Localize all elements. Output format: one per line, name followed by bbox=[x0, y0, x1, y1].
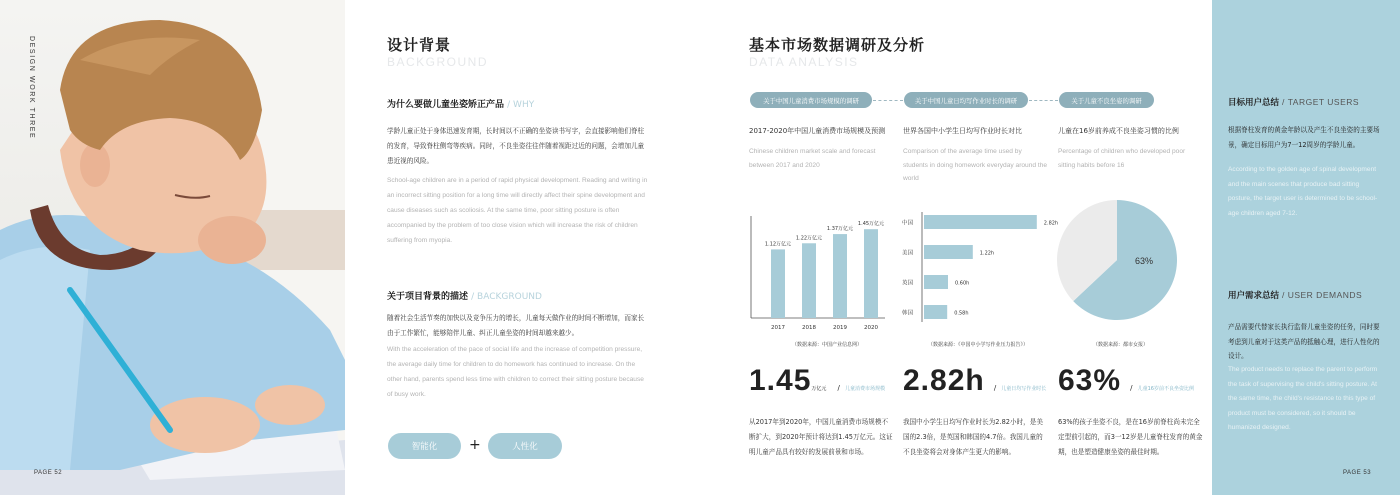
plus-sign: + bbox=[469, 437, 481, 453]
col2-big-number: 2.82h bbox=[903, 364, 985, 397]
col2-stat: 2.82h / 儿童日均写作业时长 bbox=[903, 364, 1047, 397]
step-sitting-posture: 关于儿童不良坐姿的调研 bbox=[1059, 92, 1154, 108]
summary-panel bbox=[1212, 0, 1400, 495]
chart1-tick-label: 2020 bbox=[864, 325, 878, 331]
about-heading-en: / BACKGROUND bbox=[471, 292, 542, 302]
chart1-bar bbox=[802, 243, 816, 318]
chart2-data-label: 0.58h bbox=[954, 310, 969, 317]
user-demands-en: The product needs to replace the parent to perform the task of supervising the child's sitting posture. At the same time, the child's resistance to this type of product must be considered, so it should be humanized designed. bbox=[1228, 366, 1378, 431]
col1-big-number: 1.45 bbox=[749, 364, 812, 397]
page-number-left: PAGE 52 bbox=[34, 470, 63, 476]
why-heading-en: / WHY bbox=[507, 100, 535, 110]
why-heading-cn: 为什么要做儿童坐姿矫正产品 bbox=[387, 100, 505, 110]
chart1-tick-label: 2017 bbox=[771, 325, 785, 331]
photo-panel bbox=[0, 0, 345, 495]
about-paragraph-cn: 随着社会生活节奏的加快以及竞争压力的增长，儿童每天做作业的时间不断增加，而家长由于工作繁忙，能够陪伴儿童、纠正儿童坐姿的时间却越来越少。 bbox=[387, 314, 645, 337]
user-demands-cn: 产品需要代替家长执行监督儿童坐姿的任务，同时要考虑到儿童对于这类产品的抵触心理，进行人性化的设计。 bbox=[1228, 323, 1380, 360]
vertical-title: DESIGN WORK THREE bbox=[28, 36, 35, 140]
col1-stat: 1.45万亿元 / 儿童消费市场规模 bbox=[749, 364, 885, 397]
why-paragraph-en: School-age children are in a period of rapid physical development. Reading and writing in an incorrect sitting position for a long time will directly affect their spine development and cause diseases such as scoliosis. At the same time, poor sitting posture is often accompanied by the problem of too close vision which will increase the risk of children suffering from myopia. bbox=[387, 177, 648, 244]
chart2-tick-label: 中国 bbox=[902, 220, 914, 227]
pill-intelligent: 智能化 bbox=[388, 433, 461, 459]
pill-humanized: 人性化 bbox=[488, 433, 562, 459]
chart2-tick-label: 美国 bbox=[902, 250, 914, 257]
chart1-bar bbox=[771, 249, 785, 318]
target-users-heading-en: / TARGET USERS bbox=[1281, 97, 1360, 107]
chart2-tick-label: 韩国 bbox=[902, 310, 914, 317]
col2-en: Comparison of the average time used by students in doing homework everyday around the world bbox=[903, 148, 1048, 182]
market-scale-bar-chart bbox=[745, 210, 890, 335]
user-demands-heading-en: / USER DEMANDS bbox=[1281, 290, 1363, 300]
col1-footnote: 从2017年到2020年，中国儿童消费市场规模不断扩大，到2020年预计将达到1.45万亿元。这证明儿童产品具有较好的发展前景和市场。 bbox=[749, 418, 893, 456]
chart1-bar bbox=[864, 229, 878, 318]
col3-source: （数据来源：都市女报） bbox=[1093, 342, 1149, 348]
col2-tag: 儿童日均写作业时长 bbox=[1001, 386, 1047, 392]
step-market-scale: 关于中国儿童消费市场规模的调研 bbox=[750, 92, 872, 108]
col3-stat: 63% / 儿童16岁前不良坐姿比例 bbox=[1058, 364, 1194, 397]
chart2-tick-label: 英国 bbox=[902, 280, 914, 287]
target-users-heading bbox=[1228, 96, 1359, 108]
about-heading-cn: 关于项目背景的描述 bbox=[387, 292, 469, 302]
col3-title: 儿童在16岁前养成不良坐姿习惯的比例 bbox=[1058, 127, 1179, 135]
chart2-bar bbox=[924, 305, 947, 319]
homework-time-bar-chart bbox=[898, 210, 1058, 325]
user-demands-heading-cn: 用户需求总结 bbox=[1228, 291, 1280, 301]
chart1-data-label: 1.45万亿元 bbox=[857, 221, 885, 228]
col1-unit: 万亿元 bbox=[811, 386, 827, 392]
chart2-data-label: 0.60h bbox=[955, 280, 970, 287]
target-users-heading-cn: 目标用户总结 bbox=[1228, 98, 1280, 108]
step-connector-2 bbox=[1029, 100, 1058, 101]
target-users-en: According to the golden age of spinal development and the main scenes that produce bad sitting posture, the target user is determined to be school-age children aged 7-12. bbox=[1228, 166, 1378, 217]
chart3-data-label: 63% bbox=[1134, 256, 1154, 266]
chart2-data-label: 2.82h bbox=[1043, 220, 1058, 227]
col2-title: 世界各国中小学生日均写作业时长对比 bbox=[903, 127, 1022, 135]
analysis-title: 基本市场数据调研及分析 bbox=[749, 36, 926, 54]
chart1-data-label: 1.12万亿元 bbox=[764, 241, 792, 248]
step-connector-1 bbox=[873, 100, 903, 101]
why-paragraph-cn: 学龄儿童正处于身体迅速发育期，长时间以不正确的坐姿读书写字，会直接影响他们脊柱的发育，导致脊柱侧弯等疾病。同时，不良坐姿往往伴随着视距过近的问题，会增加儿童患近视的风险。 bbox=[387, 127, 645, 165]
chart1-data-label: 1.22万亿元 bbox=[795, 235, 823, 242]
chart2-bar bbox=[924, 275, 948, 289]
child-writing-photo bbox=[0, 0, 345, 495]
chart1-bar bbox=[833, 234, 847, 318]
chart1-data-label: 1.37万亿元 bbox=[826, 226, 854, 233]
chart2-data-label: 1.22h bbox=[979, 250, 995, 257]
chart1-tick-label: 2018 bbox=[802, 325, 816, 331]
about-heading bbox=[387, 289, 542, 302]
chart2-bar bbox=[924, 215, 1037, 229]
step-homework-time: 关于中国儿童日均写作业时长的调研 bbox=[904, 92, 1028, 108]
col1-source: （数据来源：中国产业信息网） bbox=[792, 342, 863, 348]
about-paragraph-en: With the acceleration of the pace of social life and the increase of competition pressure, the average daily time for children to do homework has continued to increase. On the other hand, parents spend less time with children to correct their sitting posture because of busy work. bbox=[387, 346, 644, 398]
col3-footnote: 63%的孩子坐姿不良，是在16岁前脊柱尚未完全定型前引起的，而3一12岁是儿童脊柱发育的黄金期，也是塑造健康坐姿的最佳时期。 bbox=[1058, 418, 1203, 456]
why-heading bbox=[387, 97, 534, 110]
analysis-subtitle: DATA ANALYSIS bbox=[749, 55, 859, 69]
col1-title: 2017-2020年中国儿童消费市场规模及预测 bbox=[749, 127, 886, 135]
col3-en: Percentage of children who developed poor sitting habits before 16 bbox=[1058, 148, 1186, 169]
sitting-posture-pie-chart bbox=[1055, 198, 1180, 323]
col3-big-number: 63% bbox=[1058, 364, 1122, 397]
user-demands-heading bbox=[1228, 289, 1362, 301]
background-title: 设计背景 bbox=[387, 36, 452, 54]
target-users-cn: 根据脊柱发育的黄金年龄以及产生不良坐姿的主要场景，确定目标用户为7一12周岁的学龄儿童。 bbox=[1228, 126, 1380, 149]
col2-source: （数据来源：《中国中小学写作业压力报告》） bbox=[928, 342, 1029, 348]
page-number-right: PAGE 53 bbox=[1343, 470, 1372, 476]
col2-footnote: 我国中小学生日均写作业时长为2.82小时，是美国的2.3倍，是英国和韩国的4.7倍。我国儿童的不良坐姿将会对身体产生更大的影响。 bbox=[903, 418, 1043, 456]
chart2-bar bbox=[924, 245, 973, 259]
col3-tag: 儿童16岁前不良坐姿比例 bbox=[1137, 386, 1194, 392]
chart1-tick-label: 2019 bbox=[833, 325, 847, 331]
col1-en: Chinese children market scale and forecast between 2017 and 2020 bbox=[749, 148, 876, 169]
col1-tag: 儿童消费市场规模 bbox=[844, 386, 885, 392]
background-subtitle: BACKGROUND bbox=[387, 55, 489, 69]
